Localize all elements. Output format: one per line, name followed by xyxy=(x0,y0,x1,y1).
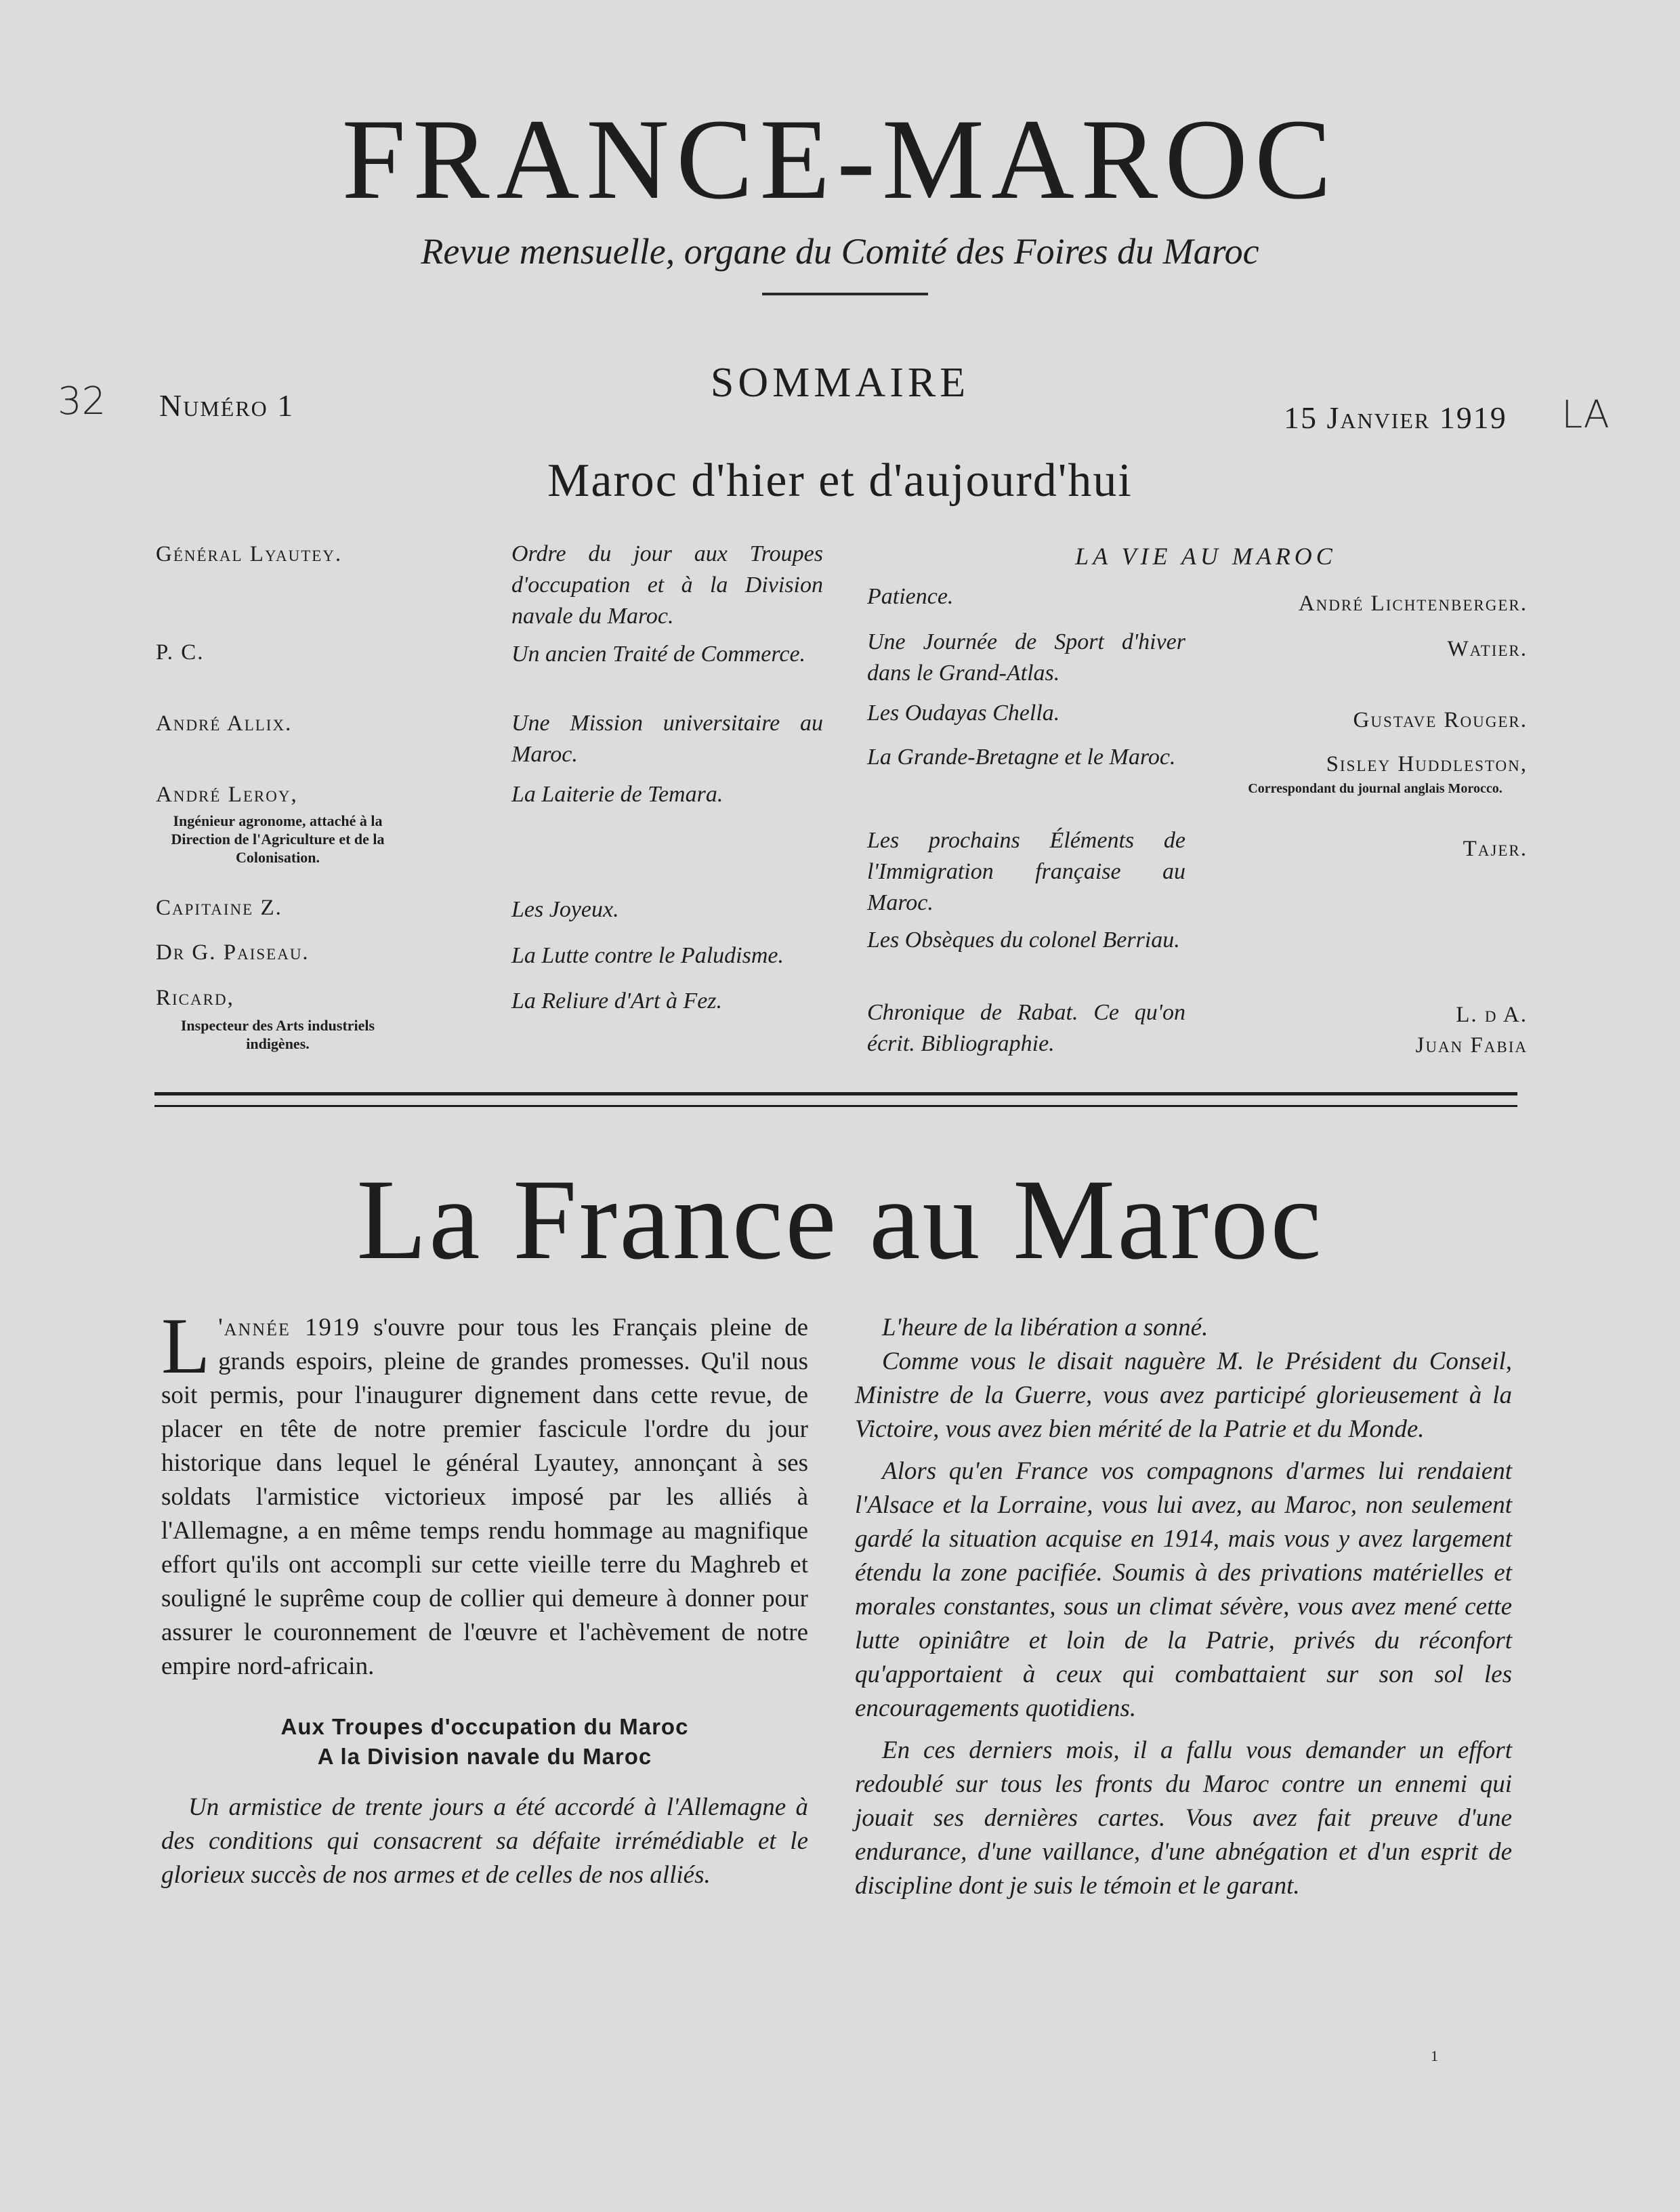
toc-author: Juan Fabia xyxy=(1415,1033,1528,1058)
toc-title: La Laiterie de Temara. xyxy=(511,782,723,807)
page-number: 1 xyxy=(1431,2047,1438,2064)
toc-title: Une Journée de Sport d'hiver dans le Grand-Atlas. xyxy=(867,629,1185,686)
intro-paragraph xyxy=(161,1311,808,1684)
toc-title: Patience. xyxy=(867,584,954,609)
toc-author: Watier. xyxy=(1447,637,1528,661)
toc-author: P. C. xyxy=(156,640,205,665)
toc-author: André Leroy, xyxy=(156,782,298,807)
double-rule-divider xyxy=(154,1092,1517,1107)
toc-author: Dr G. Paiseau. xyxy=(156,940,310,965)
toc-author: Sisley Huddleston, xyxy=(1326,752,1528,776)
lead-smallcaps: 'année 1919 xyxy=(218,1314,361,1341)
toc-right-heading: LA VIE AU MAROC xyxy=(1075,543,1337,570)
handwritten-note-right: LA xyxy=(1561,393,1610,437)
toc-author-note: Ingénieur agronome, attaché à la Direction de l'Agriculture et de la Colonisation. xyxy=(171,812,385,866)
toc-title: Les Obsèques du colonel Berriau. xyxy=(867,927,1180,953)
section-title: Maroc d'hier et d'aujourd'hui xyxy=(547,455,1133,507)
article-column-right xyxy=(855,1311,1512,1903)
article-title: La France au Maroc xyxy=(356,1156,1324,1283)
toc-author: L. d A. xyxy=(1456,1003,1528,1027)
masthead-subtitle: Revue mensuelle, organe du Comité des Foires du Maroc xyxy=(421,231,1259,272)
toc-title: Les Joyeux. xyxy=(511,897,619,922)
toc-title: Les prochains Éléments de l'Immigration française au Maroc. xyxy=(867,828,1185,915)
masthead-title: FRANCE-MAROC xyxy=(341,96,1339,223)
toc-title: La Grande-Bretagne et le Maroc. xyxy=(867,745,1176,770)
sommaire-heading: SOMMAIRE xyxy=(710,360,970,406)
order-paragraph: Alors qu'en France vos compagnons d'armes lui rendaient l'Alsace et la Lorraine, vous lui avez, au Maroc, non seulement gardé la situation acquise en 1914, mais vous y avez largement étendu la zone pacifiée. Soumis à des privations matérielles et morales constantes, sous un climat sévère, vous avez mené cette lutte opiniâtre et loin de la Patrie, privés du réconfort qu'apportaient à ceux qui combattaient sur son sol les encouragements quotidiens. xyxy=(855,1457,1512,1722)
toc-title: Chronique de Rabat. Ce qu'on écrit. Bibliographie. xyxy=(867,1000,1185,1056)
toc-author: André Allix. xyxy=(156,711,293,736)
toc-author: Capitaine Z. xyxy=(156,896,282,920)
drop-cap: L xyxy=(161,1311,211,1390)
toc-author: Ricard, xyxy=(156,986,234,1010)
toc-title: Les Oudayas Chella. xyxy=(867,701,1060,726)
order-subhead-1: Aux Troupes d'occupation du Maroc xyxy=(280,1714,689,1739)
order-subhead-2: A la Division navale du Maroc xyxy=(317,1744,652,1769)
issue-number: Numéro 1 xyxy=(159,388,295,423)
toc-author: Général Lyautey. xyxy=(156,542,343,566)
order-paragraph: L'heure de la libération a sonné. xyxy=(882,1314,1209,1341)
order-paragraph: Un armistice de trente jours a été accordé à l'Allemagne à des conditions qui consacrent sa défaite irrémédiable et le glorieux succès de nos armes et de celles de nos alliés. xyxy=(161,1793,808,1889)
order-paragraph: En ces derniers mois, il a fallu vous demander un effort redoublé sur tous les fronts du Maroc contre un ennemi qui jouait ses dernières cartes. Vous avez fait preuve d'une endurance, d'une vaillance, d'une abnégation et d'un esprit de discipline dont je suis le témoin et le garant. xyxy=(855,1736,1512,1900)
toc-author-note: Correspondant du journal anglais Morocco. xyxy=(1248,781,1503,796)
toc-title: Ordre du jour aux Troupes d'occupation et à la Division navale du Maroc. xyxy=(511,541,823,629)
toc-title: Une Mission universitaire au Maroc. xyxy=(511,711,823,767)
toc-author: André Lichtenberger. xyxy=(1298,591,1528,616)
toc-title: La Lutte contre le Paludisme. xyxy=(511,943,784,968)
article-column-left xyxy=(161,1311,808,1892)
toc-title: La Reliure d'Art à Fez. xyxy=(511,988,723,1014)
intro-text: s'ouvre pour tous les Français pleine de grands espoirs, pleine de grandes promesses. Qu'il nous soit permis, pour l'inaugurer dignement dans cette revue, de placer en tête de notre premier fascicule l'ordre du jour historique dans lequel le général Lyautey, annonçant à ses soldats l'armistice victorieux imposé par les alliés à l'Allemagne, a en même temps rendu hommage au magnifique effort qu'ils ont accompli sur cette vieille terre du Maghreb et souligné le suprême coup de collier qui demeure à donner pour assurer le couronnement de l'œuvre et l'achèvement de notre empire nord-africain. xyxy=(161,1314,808,1680)
toc-author: Gustave Rouger. xyxy=(1353,708,1528,732)
order-paragraph: Comme vous le disait naguère M. le Président du Conseil, Ministre de la Guerre, vous avez participé glorieusement à la Victoire, vous avez bien mérité de la Patrie et du Monde. xyxy=(855,1348,1512,1443)
toc-author: Tajer. xyxy=(1463,837,1528,861)
toc-title: Un ancien Traité de Commerce. xyxy=(511,642,806,667)
handwritten-note-left: 32 xyxy=(58,379,106,423)
toc-author-note: Inspecteur des Arts industriels indigènes. xyxy=(180,1017,375,1052)
issue-date: 15 Janvier 1919 xyxy=(1284,400,1507,435)
title-divider xyxy=(762,293,928,295)
